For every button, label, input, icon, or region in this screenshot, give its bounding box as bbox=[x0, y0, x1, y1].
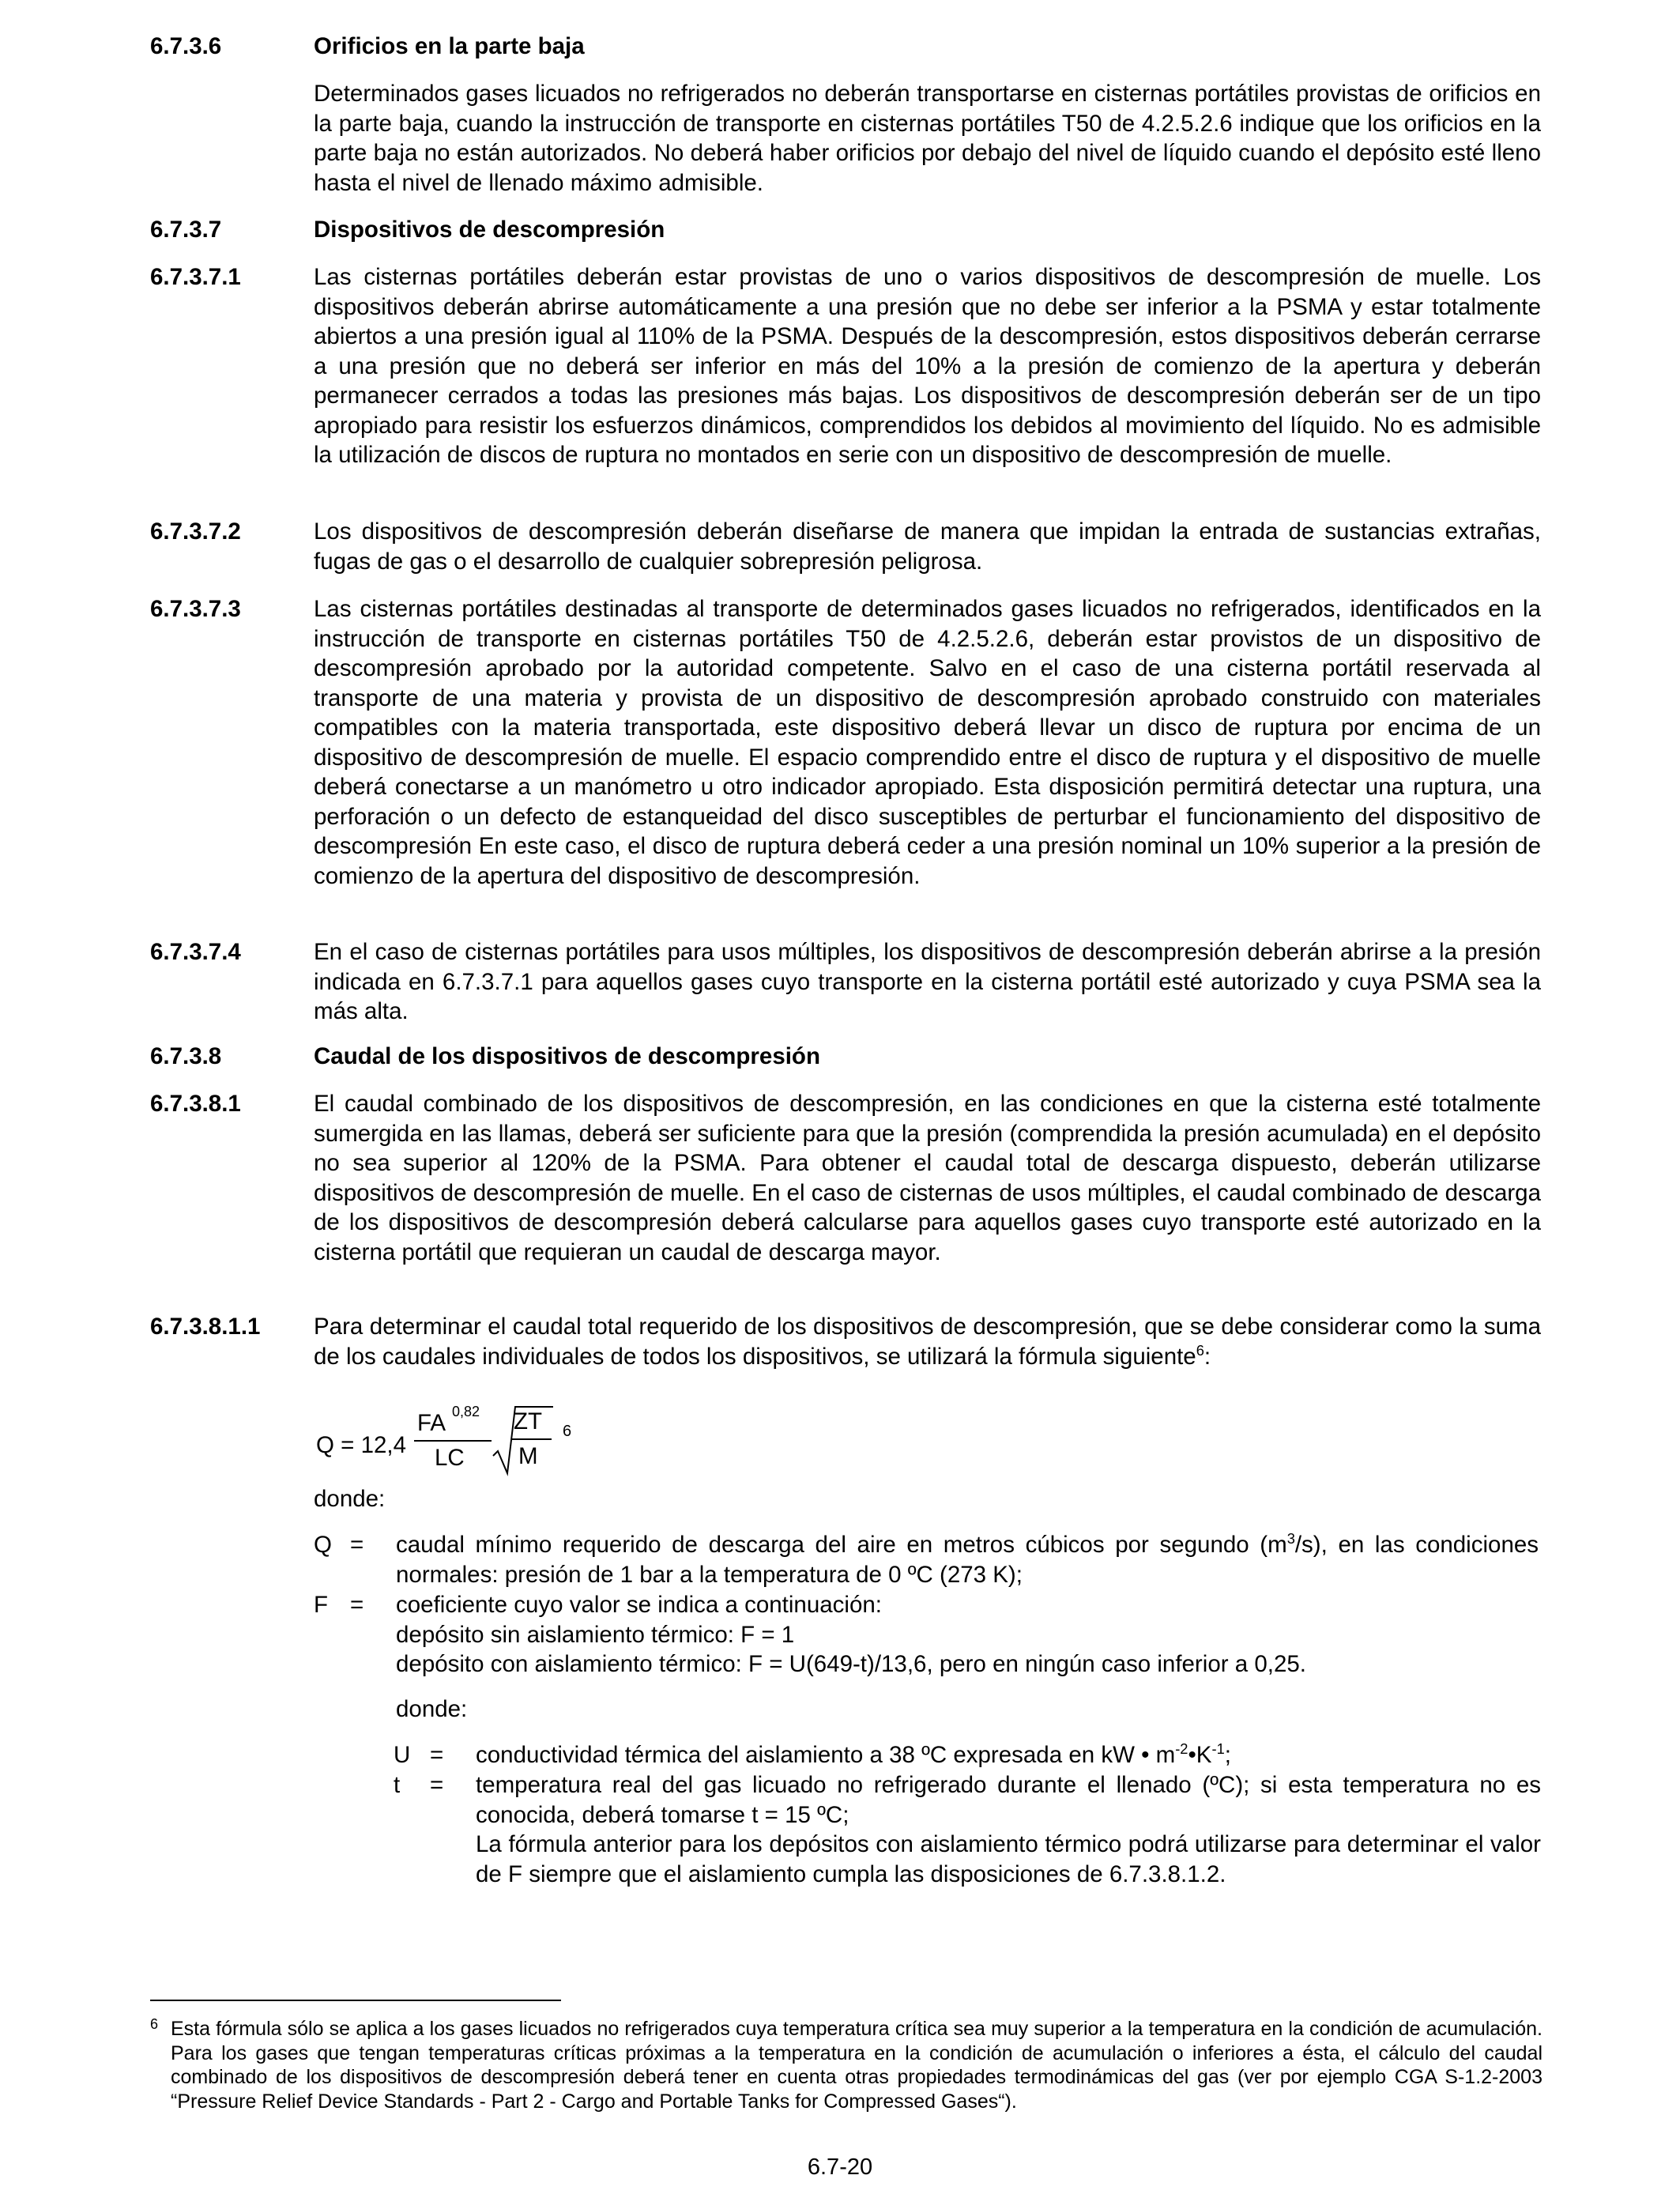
definition-t bbox=[394, 1770, 1541, 1889]
definition-u bbox=[394, 1740, 1541, 1770]
def-equals: = bbox=[430, 1742, 444, 1768]
section-number: 6.7.3.6 bbox=[150, 33, 222, 59]
def-equals: = bbox=[350, 1532, 364, 1558]
def-text: temperatura real del gas licuado no refrigerado durante el llenado (ºC); si esta temperatura no es conocida, deberá tomarse t = 15 ºC; bbox=[476, 1772, 1541, 1828]
def-symbol: F bbox=[314, 1592, 329, 1618]
paragraph-text bbox=[314, 1312, 1541, 1371]
def-text-part: /s), en las condiciones normales: presión de 1 bar a la temperatura de 0 ºC (273 K); bbox=[396, 1532, 1539, 1588]
def-equals: = bbox=[350, 1592, 364, 1618]
section-title: Caudal de los dispositivos de descompresión bbox=[314, 1043, 820, 1069]
section-number: 6.7.3.7.3 bbox=[150, 596, 241, 622]
paragraph-text: Los dispositivos de descompresión deberán diseñarse de manera que impidan la entrada de sustancias extrañas, fugas de gas o el desarrollo de cualquier sobrepresión peligrosa. bbox=[314, 518, 1541, 575]
formula-denominator: LC bbox=[435, 1445, 465, 1471]
def-text bbox=[476, 1740, 1541, 1770]
def-equals: = bbox=[430, 1772, 444, 1798]
def-text bbox=[396, 1530, 1539, 1589]
root-fraction-bar bbox=[512, 1438, 552, 1440]
def-note: La fórmula anterior para los depósitos con aislamiento térmico podrá utilizarse para determinar el valor de F siempre que el aislamiento cumpla las disposiciones de 6.7.3.8.1.2. bbox=[476, 1831, 1541, 1887]
section-heading bbox=[150, 1042, 1541, 1072]
donde-text: donde: bbox=[396, 1696, 468, 1722]
section-paragraph bbox=[150, 1089, 1541, 1267]
paragraph-text-part: Para determinar el caudal total requerido de los dispositivos de descompresión, que se debe considerar como la suma de los caudales individuales de todos los dispositivos, se utilizará la fórmula siguiente bbox=[314, 1314, 1541, 1370]
definition-f bbox=[314, 1590, 1539, 1679]
section-title: Dispositivos de descompresión bbox=[314, 217, 665, 243]
donde-text: donde: bbox=[314, 1486, 386, 1512]
def-text-part: •K bbox=[1188, 1742, 1212, 1768]
section-heading bbox=[150, 215, 1541, 245]
formula bbox=[316, 1400, 601, 1476]
footnote-text: Esta fórmula sólo se aplica a los gases licuados no refrigerados cuya temperatura crítica sea muy superior a la temperatura en la condición de acumulación. Para los gases que tengan temperaturas críticas próximas a la temperatura en la condición de acumulación o inferiores a ésta, el cálculo del caudal combinado de los dispositivos de descompresión deberá tener en cuenta otras propiedades termodinámicas del gas (ver por ejemplo CGA S-1.2-2003 “Pressure Relief Device Standards - Part 2 - Cargo and Portable Tanks for Compressed Gases“). bbox=[171, 2018, 1543, 2113]
section-number: 6.7.3.8.1 bbox=[150, 1091, 241, 1117]
def-sup: -2 bbox=[1175, 1740, 1188, 1758]
footnote bbox=[150, 2017, 1543, 2113]
donde-label bbox=[314, 1695, 1539, 1725]
paragraph-text-end: : bbox=[1203, 1343, 1211, 1370]
donde-label bbox=[150, 1484, 1541, 1514]
paragraph-text: Determinados gases licuados no refrigerados no deberán transportarse en cisternas portátiles provistas de orificios en la parte baja, cuando la instrucción de transporte en cisternas portátiles T50 de 4.2.5.2.6 indique que los orificios en la parte baja no están autorizados. No deberá haber orificios por debajo del nivel de líquido cuando el depósito esté lleno hasta el nivel de llenado máximo admisible. bbox=[314, 81, 1541, 196]
definition-q bbox=[314, 1530, 1539, 1589]
section-number: 6.7.3.7.2 bbox=[150, 518, 241, 545]
formula-root-denominator: M bbox=[518, 1443, 538, 1469]
section-paragraph bbox=[150, 937, 1541, 1027]
def-text-part: ; bbox=[1224, 1742, 1231, 1768]
footnote-ref: 6 bbox=[1196, 1341, 1204, 1359]
section-paragraph bbox=[150, 517, 1541, 576]
paragraph-text: En el caso de cisternas portátiles para usos múltiples, los dispositivos de descompresión deberán abrirse a la presión indicada en 6.7.3.7.1 para aquellos gases cuyo transporte en la cisterna portátil esté autorizado y cuya PSMA sea la más alta. bbox=[314, 939, 1541, 1024]
section-number: 6.7.3.7.4 bbox=[150, 939, 241, 965]
section-title: Orificios en la parte baja bbox=[314, 33, 585, 59]
def-line: depósito sin aislamiento térmico: F = 1 bbox=[396, 1621, 795, 1648]
def-sup: -1 bbox=[1211, 1740, 1225, 1758]
def-line: depósito con aislamiento térmico: F = U(649-t)/13,6, pero en ningún caso inferior a 0,25. bbox=[396, 1651, 1306, 1677]
section-paragraph bbox=[150, 594, 1541, 891]
section-heading bbox=[150, 32, 1541, 62]
def-text-part: conductividad térmica del aislamiento a 38 ºC expresada en kW • m bbox=[476, 1742, 1176, 1768]
section-paragraph bbox=[150, 79, 1541, 198]
section-number: 6.7.3.7 bbox=[150, 217, 222, 243]
section-number: 6.7.3.8.1.1 bbox=[150, 1314, 261, 1340]
fraction-bar bbox=[414, 1440, 492, 1442]
paragraph-text: Las cisternas portátiles deberán estar provistas de uno o varios dispositivos de descompresión de muelle. Los dispositivos deberán abrirse automáticamente a una presión que no debe ser inferior a la PSMA y estar totalmente abiertos a una presión igual al 110% de la PSMA. Después de la descompresión, estos dispositivos deberán cerrarse a una presión que no deberá ser inferior en más del 10% a la presión de comienzo de la apertura y deberán permanecer cerrados a todas las presiones más bajas. Los dispositivos de descompresión deberán ser de un tipo apropiado para resistir los esfuerzos dinámicos, comprendidos los debidos al movimiento del líquido. No es admisible la utilización de discos de ruptura no montados en serie con un dispositivo de descompresión de muelle. bbox=[314, 264, 1541, 468]
formula-exponent: 0,82 bbox=[452, 1404, 480, 1419]
paragraph-text: El caudal combinado de los dispositivos de descompresión, en las condiciones en que la cisterna esté totalmente sumergida en las llamas, deberá ser suficiente para que la presión (comprendida la presión acumulada) en el depósito no sea superior al 120% de la PSMA. Para obtener el caudal total de descarga dispuesto, deberán utilizarse dispositivos de descompresión de muelle. En el caso de cisternas de usos múltiples, el caudal combinado de descarga de los dispositivos de descompresión deberá calcularse para aquellos gases cuyo transporte esté autorizado en la cisterna portátil que requieran un caudal de descarga mayor. bbox=[314, 1091, 1541, 1265]
footnote-mark: 6 bbox=[150, 2016, 159, 2032]
def-text-part: caudal mínimo requerido de descarga del aire en metros cúbicos por segundo (m bbox=[396, 1532, 1287, 1558]
def-text: coeficiente cuyo valor se indica a continuación: bbox=[396, 1592, 882, 1618]
section-number: 6.7.3.7.1 bbox=[150, 264, 241, 290]
paragraph-text: Las cisternas portátiles destinadas al transporte de determinados gases licuados no refrigerados, identificados en la instrucción de transporte en cisternas portátiles T50 de 4.2.5.2.6, deberán estar provistos de un dispositivo de descompresión aprobado por la autoridad competente. Salvo en el caso de una cisterna portátil reservada al transporte de una materia y provista de un dispositivo de descompresión aprobado construido con materiales compatibles con la materia transportada, este dispositivo deberá llevar un disco de ruptura por encima de un dispositivo de descompresión de muelle. El espacio comprendido entre el disco de ruptura y el dispositivo de muelle deberá conectarse a un manómetro u otro indicador apropiado. Esta disposición permitirá detectar una ruptura, una perforación o un defecto de estanqueidad del disco susceptibles de perturbar el funcionamiento del dispositivo de descompresión En este caso, el disco de ruptura deberá ceder a una presión nominal un 10% superior a la presión de comienzo de la apertura del dispositivo de descompresión. bbox=[314, 596, 1541, 889]
def-symbol: Q bbox=[314, 1532, 332, 1558]
formula-ref: 6 bbox=[563, 1423, 572, 1440]
formula-lhs: Q = 12,4 bbox=[316, 1432, 406, 1458]
page-number: 6.7-20 bbox=[807, 2154, 873, 2180]
footnote-separator bbox=[150, 2000, 561, 2001]
section-number: 6.7.3.8 bbox=[150, 1043, 222, 1069]
section-paragraph bbox=[150, 1312, 1541, 1371]
section-paragraph bbox=[150, 262, 1541, 470]
def-symbol: U bbox=[394, 1742, 411, 1768]
def-symbol: t bbox=[394, 1772, 401, 1798]
formula-numerator: FA bbox=[417, 1410, 446, 1436]
formula-root-numerator: ZT bbox=[514, 1408, 543, 1434]
def-sup: 3 bbox=[1286, 1530, 1295, 1547]
